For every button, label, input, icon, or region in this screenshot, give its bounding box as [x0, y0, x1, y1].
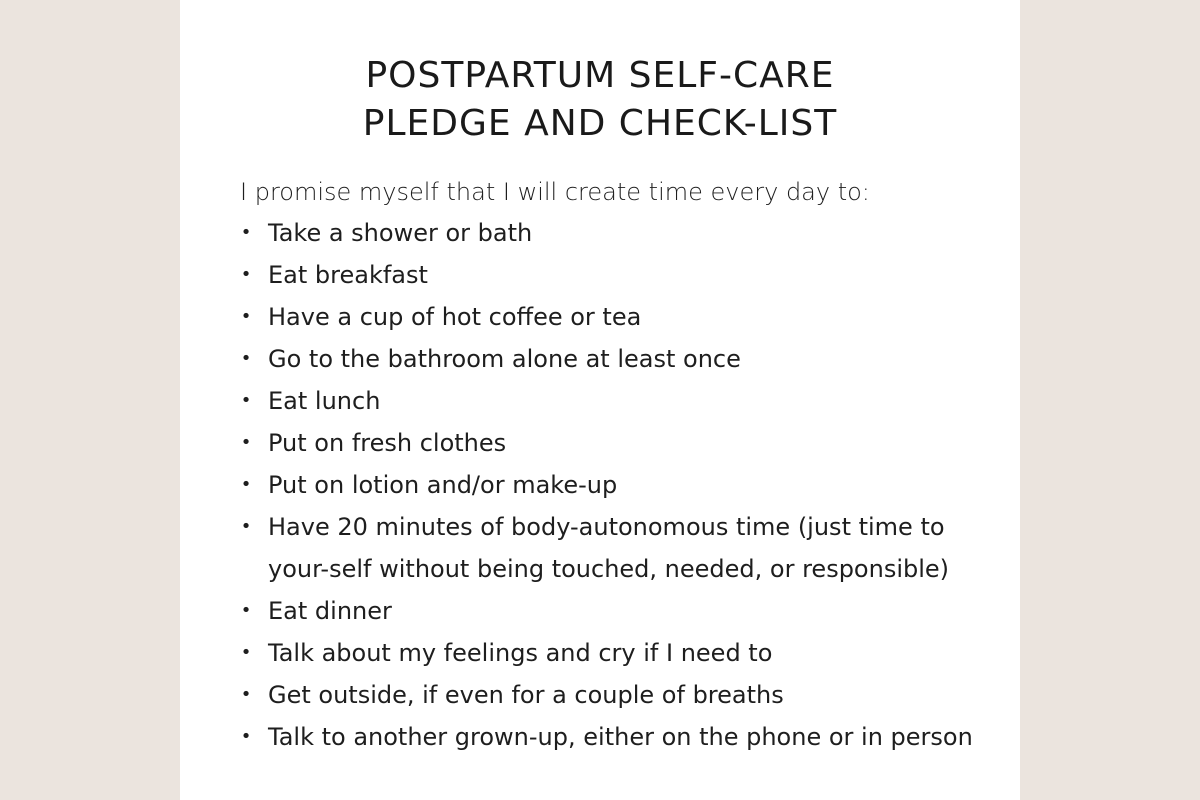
bullet-icon: •: [240, 600, 252, 621]
bullet-icon: •: [240, 474, 252, 495]
page-title: [180, 52, 1020, 148]
list-item: [240, 212, 1000, 254]
pledge-intro: I promise myself that I will create time every day to:: [240, 178, 870, 206]
bullet-icon: •: [240, 264, 252, 285]
list-item: [240, 674, 1000, 716]
list-item-text: Get outside, if even for a couple of breaths: [268, 681, 784, 709]
list-item-text: Talk to another grown-up, either on the phone or in person: [268, 723, 973, 751]
bullet-icon: •: [240, 390, 252, 411]
bullet-icon: •: [240, 432, 252, 453]
title-line-1: POSTPARTUM SELF-CARE: [365, 55, 835, 96]
list-item: [240, 590, 1000, 632]
list-item: [240, 632, 1000, 674]
bullet-icon: •: [240, 348, 252, 369]
list-item-text: Have 20 minutes of body-autonomous time (just time to your-self without being touched, needed, or responsible): [268, 513, 950, 583]
list-item-text: Talk about my feelings and cry if I need to: [268, 639, 773, 667]
list-item-text: Eat dinner: [268, 597, 392, 625]
list-item-text: Put on fresh clothes: [268, 429, 507, 457]
list-item: [240, 506, 1000, 590]
bullet-icon: •: [240, 642, 252, 663]
bullet-icon: •: [240, 516, 252, 537]
list-item-text: Have a cup of hot coffee or tea: [268, 303, 642, 331]
list-item: [240, 338, 1000, 380]
bullet-icon: •: [240, 222, 252, 243]
list-item: [240, 716, 1000, 758]
list-item: [240, 422, 1000, 464]
bullet-icon: •: [240, 726, 252, 747]
pledge-sheet: [180, 0, 1020, 800]
list-item: [240, 464, 1000, 506]
list-item-text: Eat breakfast: [268, 261, 428, 289]
checklist: [240, 212, 1000, 758]
list-item: [240, 254, 1000, 296]
bullet-icon: •: [240, 306, 252, 327]
title-line-2: PLEDGE AND CHECK-LIST: [362, 103, 838, 144]
bullet-icon: •: [240, 684, 252, 705]
list-item: [240, 296, 1000, 338]
list-item: [240, 380, 1000, 422]
list-item-text: Go to the bathroom alone at least once: [268, 345, 741, 373]
list-item-text: Put on lotion and/or make-up: [268, 471, 618, 499]
list-item-text: Take a shower or bath: [268, 219, 533, 247]
list-item-text: Eat lunch: [268, 387, 381, 415]
